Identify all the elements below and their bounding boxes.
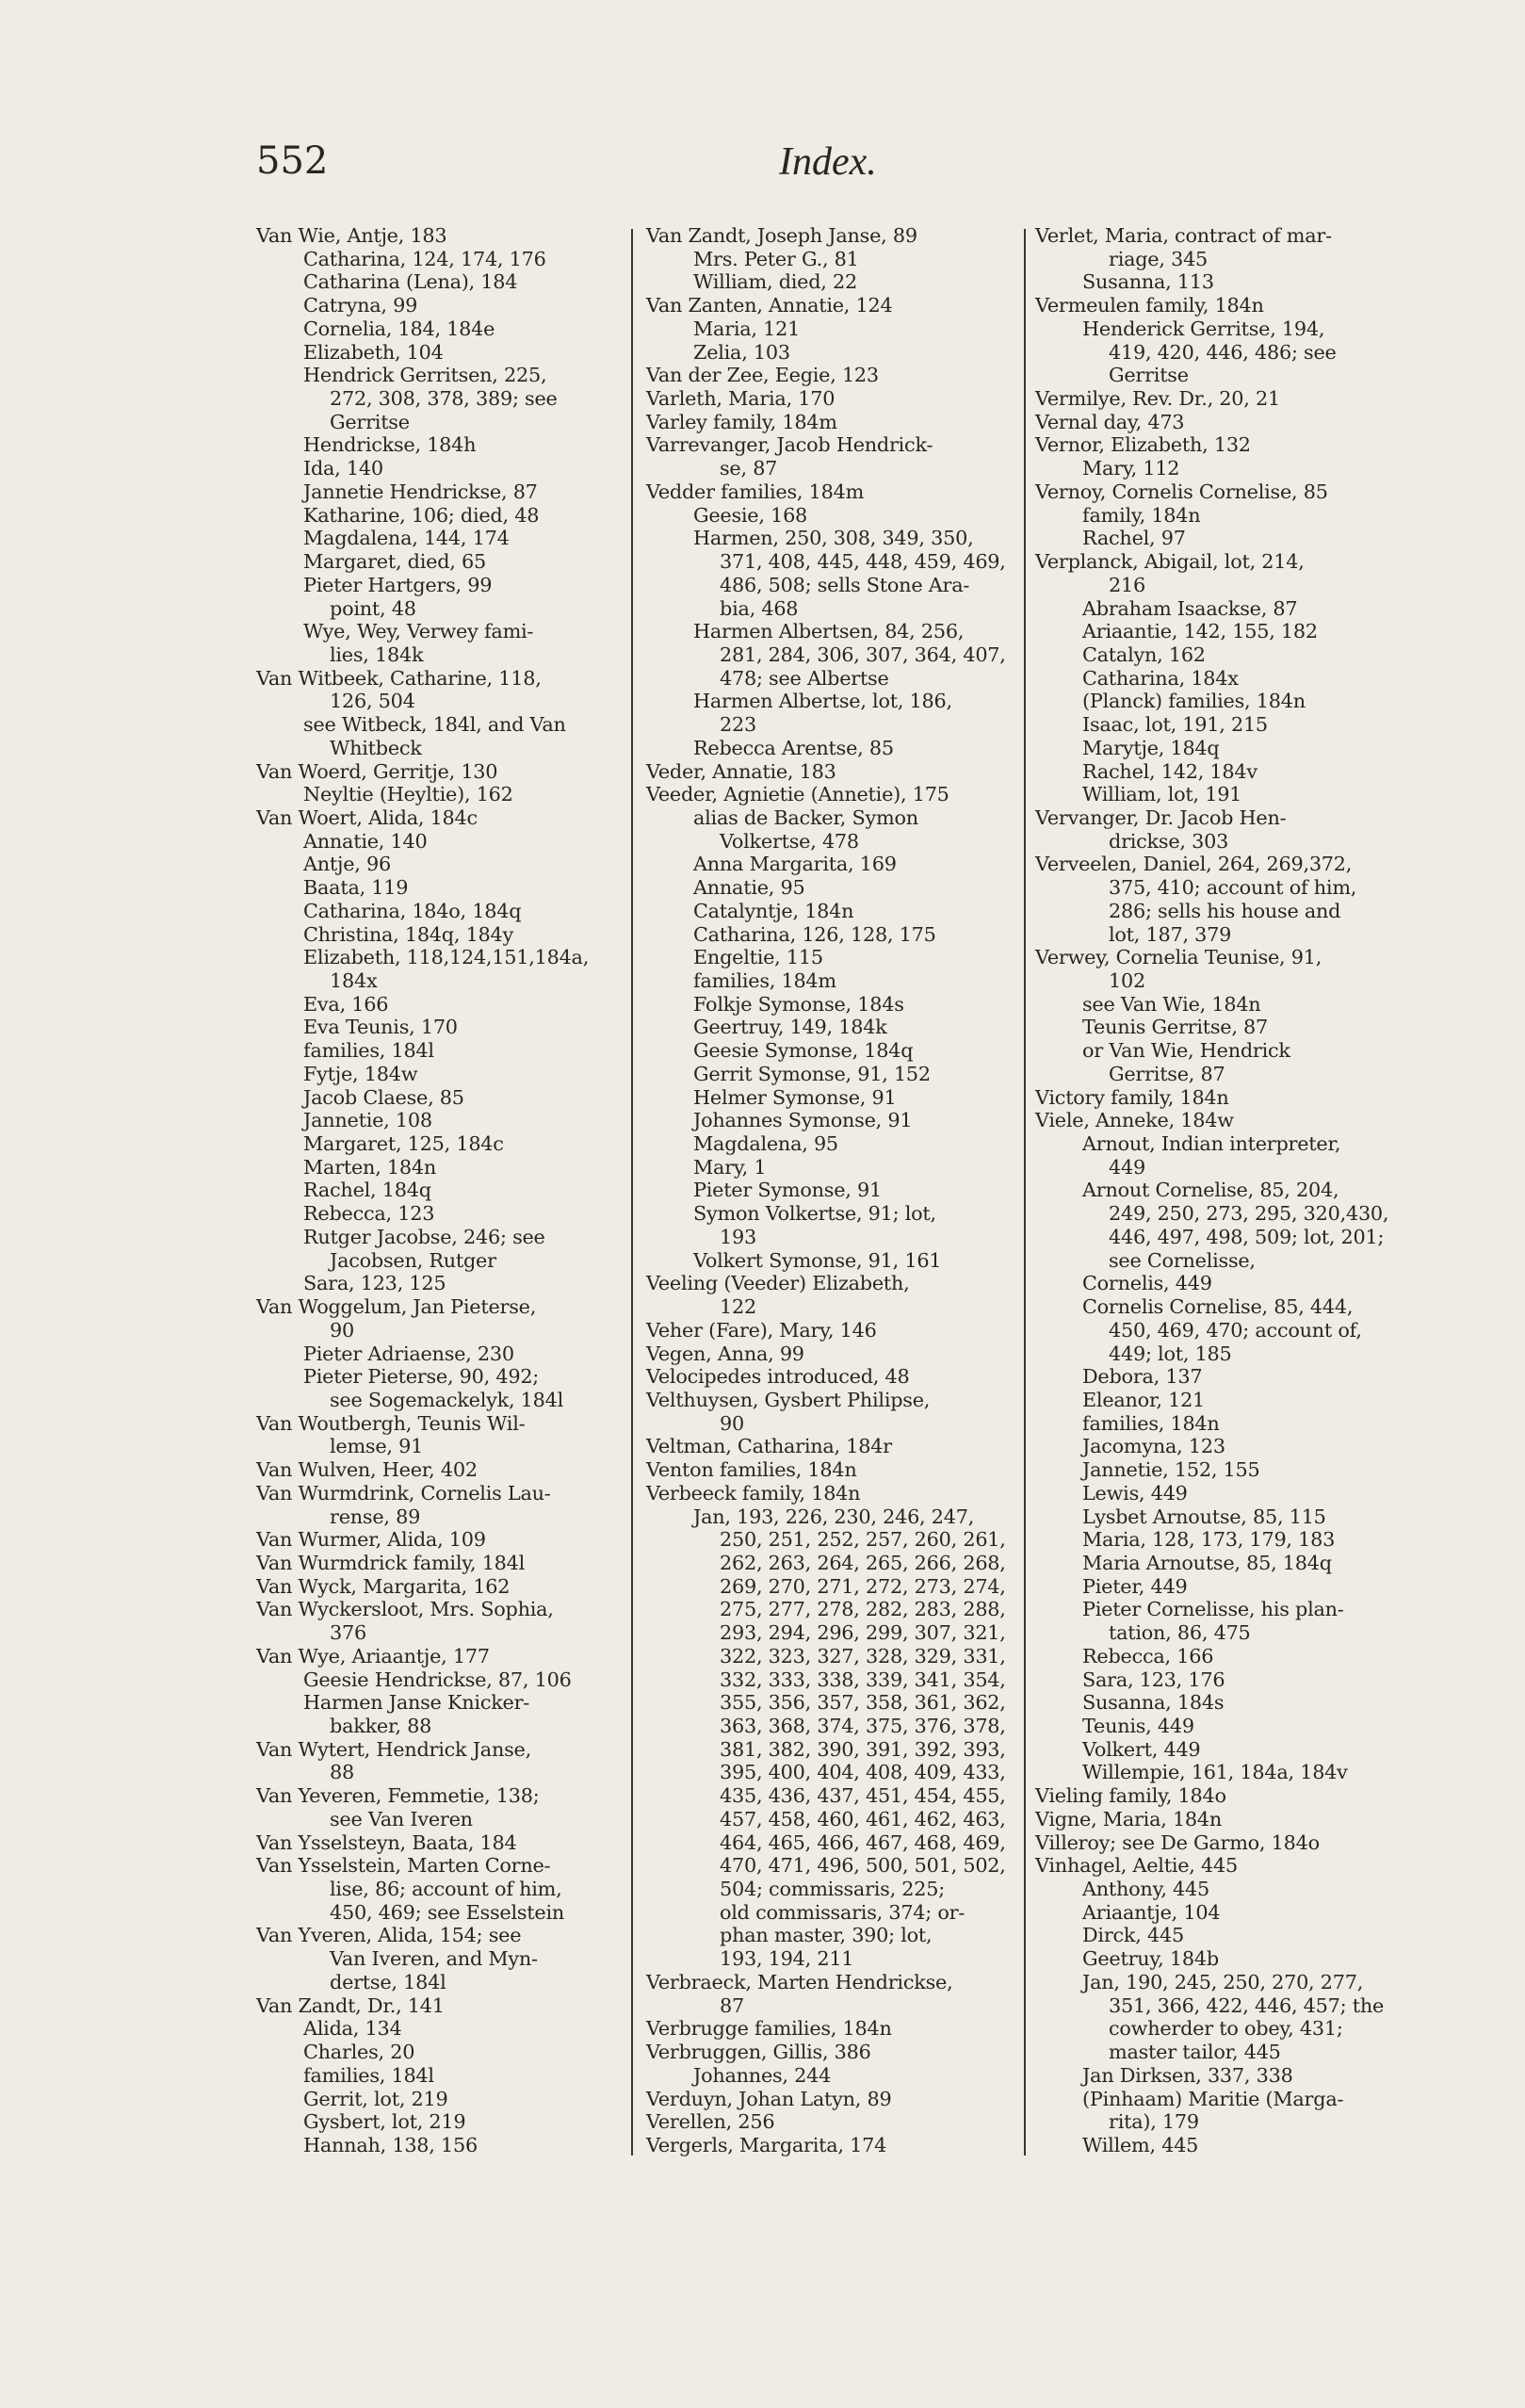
index-continuation: 504; commissaris, 225;	[720, 1878, 946, 1901]
index-subentry: Wye, Wey, Verwey fami-	[303, 620, 534, 643]
index-continuation: old commissaris, 374; or-	[720, 1900, 965, 1924]
index-continuation: bia, 468	[720, 596, 799, 620]
index-continuation: Gerritse	[1109, 364, 1189, 387]
index-subentry: Katharine, 106; died, 48	[303, 503, 540, 527]
index-subentry: Geetruy, 184b	[1082, 1947, 1219, 1971]
index-continuation: 457, 458, 460, 461, 462, 463,	[720, 1807, 1006, 1830]
index-continuation: 281, 284, 306, 307, 364, 407,	[720, 643, 1006, 666]
index-subentry: Rachel, 142, 184v	[1082, 759, 1257, 783]
index-entry: Van Zandt, Joseph Janse, 89	[646, 224, 917, 247]
index-entry: Verwey, Cornelia Teunise, 91,	[1035, 946, 1322, 969]
index-continuation: see Cornelisse,	[1109, 1248, 1256, 1272]
index-column-1	[256, 224, 624, 2157]
index-continuation: tation, 86, 475	[1109, 1621, 1251, 1645]
index-continuation: 262, 263, 264, 265, 266, 268,	[720, 1551, 1006, 1574]
index-entry: Van Wye, Ariaantje, 177	[256, 1644, 490, 1668]
index-continuation: rita), 179	[1109, 2110, 1199, 2134]
index-subentry: Mary, 112	[1082, 457, 1180, 480]
index-continuation: 419, 420, 446, 486; see	[1109, 340, 1337, 364]
index-continuation: 450, 469; see Esselstein	[330, 1900, 564, 1924]
index-entry: Vernor, Elizabeth, 132	[1035, 433, 1251, 457]
index-subentry: Engeltie, 115	[693, 946, 823, 969]
index-subentry: Catharina, 124, 174, 176	[303, 247, 546, 270]
index-continuation: 90	[720, 1411, 744, 1435]
index-subentry: see Witbeck, 184l, and Van	[303, 713, 566, 737]
index-continuation: 88	[330, 1761, 354, 1784]
index-subentry: Ariaantje, 104	[1082, 1900, 1221, 1924]
index-subentry: (Pinhaam) Maritie (Marga-	[1082, 2087, 1344, 2110]
index-entry: Vegen, Anna, 99	[646, 1342, 804, 1365]
index-subentry: Jannetie, 152, 155	[1082, 1458, 1260, 1482]
index-entry: Van Woutbergh, Teunis Wil-	[256, 1411, 526, 1435]
column-divider	[1024, 229, 1026, 2156]
running-head: Index.	[779, 140, 877, 184]
index-subentry: Ida, 140	[303, 457, 383, 480]
index-subentry: Margaret, died, 65	[303, 550, 486, 574]
index-continuation: 122	[720, 1295, 756, 1319]
index-subentry: Willempie, 161, 184a, 184v	[1082, 1761, 1348, 1784]
index-subentry: Dirck, 445	[1082, 1924, 1184, 1947]
index-entry: Verlet, Maria, contract of mar-	[1035, 224, 1332, 247]
index-subentry: Geertruy, 149, 184k	[693, 1016, 887, 1039]
index-subentry: Magdalena, 95	[693, 1132, 838, 1156]
index-continuation: point, 48	[330, 596, 416, 620]
index-entry: Van Ysselstein, Marten Corne-	[256, 1854, 551, 1878]
index-continuation: Gerritse, 87	[1109, 1062, 1225, 1085]
index-subentry: Sara, 123, 176	[1082, 1668, 1225, 1691]
index-continuation: phan master, 390; lot,	[720, 1924, 933, 1947]
index-subentry: Neyltie (Heyltie), 162	[303, 783, 513, 806]
index-continuation: 371, 408, 445, 448, 459, 469,	[720, 550, 1006, 574]
index-subentry: Fytje, 184w	[303, 1062, 418, 1085]
index-continuation: Jacobsen, Rutger	[330, 1248, 496, 1272]
index-entry: Veder, Annatie, 183	[646, 759, 836, 783]
index-subentry: Abraham Isaackse, 87	[1082, 596, 1298, 620]
index-subentry: see Van Wie, 184n	[1082, 992, 1261, 1016]
index-continuation: dertse, 184l	[330, 1970, 446, 1993]
index-continuation: 249, 250, 273, 295, 320,430,	[1109, 1202, 1389, 1226]
index-entry: Verbraeck, Marten Hendrickse,	[646, 1970, 953, 1993]
index-subentry: families, 184n	[1082, 1411, 1220, 1435]
index-entry: Verbeeck family, 184n	[646, 1481, 861, 1505]
index-subentry: Pieter Pieterse, 90, 492;	[303, 1365, 540, 1389]
index-entry: Viele, Anneke, 184w	[1035, 1109, 1234, 1132]
index-entry: Vigne, Maria, 184n	[1035, 1807, 1223, 1830]
index-subentry: Jacomyna, 123	[1082, 1435, 1225, 1458]
index-continuation: 363, 368, 374, 375, 376, 378,	[720, 1715, 1006, 1737]
index-subentry: Arnout, Indian interpreter,	[1082, 1132, 1341, 1156]
index-continuation: lies, 184k	[330, 643, 424, 666]
index-entry: Vinhagel, Aeltie, 445	[1035, 1854, 1238, 1878]
column-divider	[631, 229, 633, 2156]
index-subentry: Elizabeth, 104	[303, 340, 444, 364]
index-subentry: Jan, 190, 245, 250, 270, 277,	[1082, 1970, 1364, 1993]
index-continuation: 478; see Albertse	[720, 666, 889, 690]
index-entry: Van Woert, Alida, 184c	[256, 805, 478, 829]
index-entry: Verplanck, Abigail, lot, 214,	[1035, 550, 1305, 574]
index-subentry: Willem, 445	[1082, 2133, 1199, 2156]
index-subentry: Lysbet Arnoutse, 85, 115	[1082, 1505, 1326, 1528]
index-subentry: Cornelis Cornelise, 85, 444,	[1082, 1295, 1354, 1319]
index-entry: Van Zandt, Dr., 141	[256, 1993, 445, 2017]
index-continuation: 450, 469, 470; account of,	[1109, 1318, 1362, 1342]
index-continuation: Gerritse	[330, 410, 410, 433]
index-subentry: Jan Dirksen, 337, 338	[1082, 2063, 1293, 2087]
index-entry: Varley family, 184m	[646, 410, 837, 433]
index-continuation: lemse, 91	[330, 1435, 424, 1458]
index-continuation: lot, 187, 379	[1109, 922, 1232, 946]
index-entry: Velocipedes introduced, 48	[646, 1365, 910, 1389]
index-entry: Van Yveren, Alida, 154; see	[256, 1924, 522, 1947]
index-subentry: Annatie, 140	[303, 829, 428, 853]
index-subentry: Hendrickse, 184h	[303, 433, 477, 457]
index-continuation: 102	[1109, 969, 1145, 992]
index-subentry: Maria, 128, 173, 179, 183	[1082, 1528, 1336, 1552]
index-continuation: 87	[720, 1993, 744, 2017]
index-subentry: Debora, 137	[1082, 1365, 1203, 1389]
index-continuation: Whitbeck	[330, 736, 422, 759]
index-continuation: bakker, 88	[330, 1715, 432, 1737]
index-continuation: 193, 194, 211	[720, 1947, 854, 1971]
index-continuation: master tailor, 445	[1109, 2041, 1281, 2064]
index-subentry: William, died, 22	[693, 270, 857, 294]
index-continuation: 376	[330, 1621, 366, 1645]
index-subentry: Helmer Symonse, 91	[693, 1085, 897, 1109]
index-subentry: Eleanor, 121	[1082, 1388, 1206, 1411]
index-subentry: families, 184l	[303, 2063, 434, 2087]
index-subentry: Christina, 184q, 184y	[303, 922, 514, 946]
index-entry: Verbruggen, Gillis, 386	[646, 2041, 871, 2064]
index-entry: Vermilye, Rev. Dr., 20, 21	[1035, 387, 1280, 411]
index-subentry: Anthony, 445	[1082, 1878, 1209, 1901]
index-subentry: Jannetie Hendrickse, 87	[303, 480, 538, 503]
index-subentry: Maria, 121	[693, 317, 801, 340]
index-subentry: Eva, 166	[303, 992, 389, 1016]
index-entry: Vernoy, Cornelis Cornelise, 85	[1035, 480, 1328, 503]
page-header	[256, 139, 878, 196]
index-subentry: (Planck) families, 184n	[1082, 690, 1306, 713]
index-subentry: Eva Teunis, 170	[303, 1016, 458, 1039]
index-subentry: Sara, 123, 125	[303, 1272, 446, 1295]
index-subentry: Maria Arnoutse, 85, 184q	[1082, 1551, 1332, 1574]
index-subentry: Volkert, 449	[1082, 1737, 1201, 1761]
index-continuation: 332, 333, 338, 339, 341, 354,	[720, 1668, 1006, 1691]
index-entry: Verellen, 256	[646, 2110, 775, 2134]
index-entry: Veltman, Catharina, 184r	[646, 1435, 892, 1458]
index-subentry: Henderick Gerritse, 194,	[1082, 317, 1325, 340]
index-entry: Victory family, 184n	[1035, 1085, 1229, 1109]
index-entry: Verbrugge families, 184n	[646, 2017, 892, 2041]
index-subentry: Geesie Symonse, 184q	[693, 1039, 914, 1063]
index-entry: Vedder families, 184m	[646, 480, 865, 503]
index-subentry: Catharina, 184x	[1082, 666, 1239, 690]
index-entry: Veeling (Veeder) Elizabeth,	[646, 1272, 910, 1295]
index-entry: Van Wytert, Hendrick Janse,	[256, 1737, 531, 1761]
index-continuation: 446, 497, 498, 509; lot, 201;	[1109, 1225, 1385, 1248]
index-subentry: Zelia, 103	[693, 340, 790, 364]
index-subentry: Marten, 184n	[303, 1155, 437, 1179]
index-subentry: Mrs. Peter G., 81	[693, 247, 859, 270]
index-subentry: Symon Volkertse, 91; lot,	[693, 1202, 936, 1226]
index-subentry: Folkje Symonse, 184s	[693, 992, 904, 1016]
index-continuation: se, 87	[720, 457, 778, 480]
index-continuation: 216	[1109, 573, 1145, 596]
index-subentry: family, 184n	[1082, 503, 1201, 527]
index-entry: Van Wurmer, Alida, 109	[256, 1528, 486, 1552]
index-entry: Van Woggelum, Jan Pieterse,	[256, 1295, 537, 1319]
index-subentry: Antje, 96	[303, 853, 391, 876]
index-subentry: Pieter Adriaense, 230	[303, 1342, 514, 1365]
index-entry: Van Ysselsteyn, Baata, 184	[256, 1830, 517, 1854]
index-subentry: Rutger Jacobse, 246; see	[303, 1225, 545, 1248]
index-subentry: Rebecca, 123	[303, 1202, 435, 1226]
index-subentry: Johannes, 244	[693, 2063, 832, 2087]
index-column-2	[646, 224, 1014, 2157]
index-subentry: Elizabeth, 118,124,151,184a,	[303, 946, 590, 969]
index-continuation: 286; sells his house and	[1109, 899, 1341, 922]
index-continuation: 90	[330, 1318, 354, 1342]
index-entry: Van Wie, Antje, 183	[256, 224, 447, 247]
index-subentry: Gysbert, lot, 219	[303, 2110, 466, 2134]
index-subentry: Baata, 119	[303, 876, 409, 900]
index-continuation: riage, 345	[1109, 247, 1209, 270]
index-subentry: Susanna, 113	[1082, 270, 1214, 294]
index-entry: Van Wurmdrink, Cornelis Lau-	[256, 1481, 551, 1505]
index-continuation: 184x	[330, 969, 378, 992]
index-subentry: Gerrit Symonse, 91, 152	[693, 1062, 931, 1085]
index-continuation: 395, 400, 404, 408, 409, 433,	[720, 1761, 1006, 1784]
index-continuation: see Van Iveren	[330, 1807, 473, 1830]
index-continuation: 381, 382, 390, 391, 392, 393,	[720, 1737, 1006, 1761]
index-subentry: Mary, 1	[693, 1155, 767, 1179]
index-subentry: Volkert Symonse, 91, 161	[693, 1248, 942, 1272]
index-subentry: Harmen, 250, 308, 349, 350,	[693, 527, 974, 550]
index-entry: Venton families, 184n	[646, 1458, 857, 1482]
index-subentry: Lewis, 449	[1082, 1481, 1188, 1505]
index-subentry: alias de Backer, Symon	[693, 805, 918, 829]
index-entry: Vermeulen family, 184n	[1035, 294, 1264, 317]
index-subentry: Hannah, 138, 156	[303, 2133, 478, 2156]
index-subentry: Hendrick Gerritsen, 225,	[303, 364, 547, 387]
index-continuation: 223	[720, 713, 756, 737]
index-continuation: 351, 366, 422, 446, 457; the	[1109, 1993, 1385, 2017]
index-continuation: 293, 294, 296, 299, 307, 321,	[720, 1621, 1006, 1645]
index-subentry: Gerrit, lot, 219	[303, 2087, 448, 2110]
index-subentry: Pieter Cornelisse, his plan-	[1082, 1598, 1344, 1621]
index-continuation: 193	[720, 1225, 756, 1248]
index-subentry: Cornelis, 449	[1082, 1272, 1212, 1295]
index-entry: Vieling family, 184o	[1035, 1784, 1226, 1808]
index-column-3	[1035, 224, 1403, 2157]
index-subentry: Cornelia, 184, 184e	[303, 317, 495, 340]
index-continuation: 355, 356, 357, 358, 361, 362,	[720, 1691, 1006, 1715]
index-subentry: Catalyntje, 184n	[693, 899, 854, 922]
index-entry: Varrevanger, Jacob Hendrick-	[646, 433, 933, 457]
index-subentry: families, 184m	[693, 969, 836, 992]
index-subentry: Catharina, 126, 128, 175	[693, 922, 936, 946]
index-continuation: 250, 251, 252, 257, 260, 261,	[720, 1528, 1006, 1552]
index-entry: Van Yeveren, Femmetie, 138;	[256, 1784, 540, 1808]
index-entry: Villeroy; see De Garmo, 184o	[1035, 1830, 1320, 1854]
index-continuation: 275, 277, 278, 282, 283, 288,	[720, 1598, 1006, 1621]
index-subentry: Johannes Symonse, 91	[693, 1109, 913, 1132]
index-continuation: 126, 504	[330, 690, 415, 713]
index-entry: Van Witbeek, Catharine, 118,	[256, 666, 542, 690]
index-subentry: Arnout Cornelise, 85, 204,	[1082, 1179, 1339, 1202]
index-entry: Verveelen, Daniel, 264, 269,372,	[1035, 853, 1353, 876]
index-subentry: Pieter Symonse, 91	[693, 1179, 882, 1202]
index-subentry: Catalyn, 162	[1082, 643, 1206, 666]
index-subentry: Geesie Hendrickse, 87, 106	[303, 1668, 572, 1691]
index-entry: Van der Zee, Eegie, 123	[646, 364, 879, 387]
index-continuation: 272, 308, 378, 389; see	[330, 387, 558, 411]
index-subentry: Rebecca Arentse, 85	[693, 736, 894, 759]
index-continuation: Volkertse, 478	[720, 829, 859, 853]
index-continuation: 449	[1109, 1155, 1145, 1179]
index-continuation: 470, 471, 496, 500, 501, 502,	[720, 1854, 1006, 1878]
index-subentry: Magdalena, 144, 174	[303, 527, 510, 550]
index-entry: Vernal day, 473	[1035, 410, 1185, 433]
index-entry: Vergerls, Margarita, 174	[646, 2133, 887, 2156]
index-entry: Van Zanten, Annatie, 124	[646, 294, 893, 317]
index-entry: Van Wulven, Heer, 402	[256, 1458, 478, 1482]
index-entry: Van Wurmdrick family, 184l	[256, 1551, 526, 1574]
index-subentry: Catryna, 99	[303, 294, 418, 317]
index-subentry: Jan, 193, 226, 230, 246, 247,	[693, 1505, 975, 1528]
index-continuation: 486, 508; sells Stone Ara-	[720, 573, 970, 596]
index-subentry: Isaac, lot, 191, 215	[1082, 713, 1268, 737]
index-subentry: Teunis Gerritse, 87	[1082, 1016, 1269, 1039]
index-subentry: Teunis, 449	[1082, 1715, 1194, 1737]
index-entry: Van Woerd, Gerritje, 130	[256, 759, 498, 783]
index-entry: Verduyn, Johan Latyn, 89	[646, 2087, 892, 2110]
index-subentry: Harmen Albertse, lot, 186,	[693, 690, 952, 713]
index-continuation: lise, 86; account of him,	[330, 1878, 562, 1901]
index-subentry: Marytje, 184q	[1082, 736, 1220, 759]
index-subentry: Rebecca, 166	[1082, 1644, 1214, 1668]
index-subentry: Pieter Hartgers, 99	[303, 573, 493, 596]
index-entry: Veher (Fare), Mary, 146	[646, 1318, 877, 1342]
index-entry: Velthuysen, Gysbert Philipse,	[646, 1388, 931, 1411]
index-continuation: Van Iveren, and Myn-	[330, 1947, 538, 1971]
index-entry: Van Wyck, Margarita, 162	[256, 1574, 511, 1598]
index-continuation: 449; lot, 185	[1109, 1342, 1232, 1365]
index-continuation: 435, 436, 437, 451, 454, 455,	[720, 1784, 1006, 1808]
index-subentry: or Van Wie, Hendrick	[1082, 1039, 1290, 1063]
index-continuation: 269, 270, 271, 272, 273, 274,	[720, 1574, 1006, 1598]
index-subentry: Annatie, 95	[693, 876, 805, 900]
index-subentry: Jacob Claese, 85	[303, 1085, 464, 1109]
index-entry: Vervanger, Dr. Jacob Hen-	[1035, 805, 1287, 829]
index-subentry: Susanna, 184s	[1082, 1691, 1225, 1715]
index-continuation: cowherder to obey, 431;	[1109, 2017, 1343, 2041]
index-continuation: 464, 465, 466, 467, 468, 469,	[720, 1830, 1006, 1854]
index-subentry: Jannetie, 108	[303, 1109, 432, 1132]
page-number: 552	[256, 139, 329, 183]
index-continuation: see Sogemackelyk, 184l	[330, 1388, 564, 1411]
index-subentry: Rachel, 97	[1082, 527, 1186, 550]
index-subentry: Catharina, 184o, 184q	[303, 899, 522, 922]
index-subentry: Pieter, 449	[1082, 1574, 1188, 1598]
index-subentry: William, lot, 191	[1082, 783, 1242, 806]
index-subentry: Margaret, 125, 184c	[303, 1132, 504, 1156]
index-subentry: Ariaantie, 142, 155, 182	[1082, 620, 1318, 643]
index-subentry: Rachel, 184q	[303, 1179, 431, 1202]
index-subentry: Charles, 20	[303, 2041, 415, 2064]
index-subentry: Harmen Albertsen, 84, 256,	[693, 620, 965, 643]
index-continuation: drickse, 303	[1109, 829, 1229, 853]
index-subentry: Catharina (Lena), 184	[303, 270, 518, 294]
index-continuation: 322, 323, 327, 328, 329, 331,	[720, 1644, 1006, 1668]
index-continuation: rense, 89	[330, 1505, 421, 1528]
index-subentry: Anna Margarita, 169	[693, 853, 897, 876]
index-entry: Van Wyckersloot, Mrs. Sophia,	[256, 1598, 554, 1621]
index-subentry: families, 184l	[303, 1039, 434, 1063]
index-subentry: Geesie, 168	[693, 503, 808, 527]
index-entry: Varleth, Maria, 170	[646, 387, 836, 411]
index-subentry: Alida, 134	[303, 2017, 402, 2041]
index-entry: Veeder, Agnietie (Annetie), 175	[646, 783, 949, 806]
index-subentry: Harmen Janse Knicker-	[303, 1691, 530, 1715]
index-continuation: 375, 410; account of him,	[1109, 876, 1357, 900]
